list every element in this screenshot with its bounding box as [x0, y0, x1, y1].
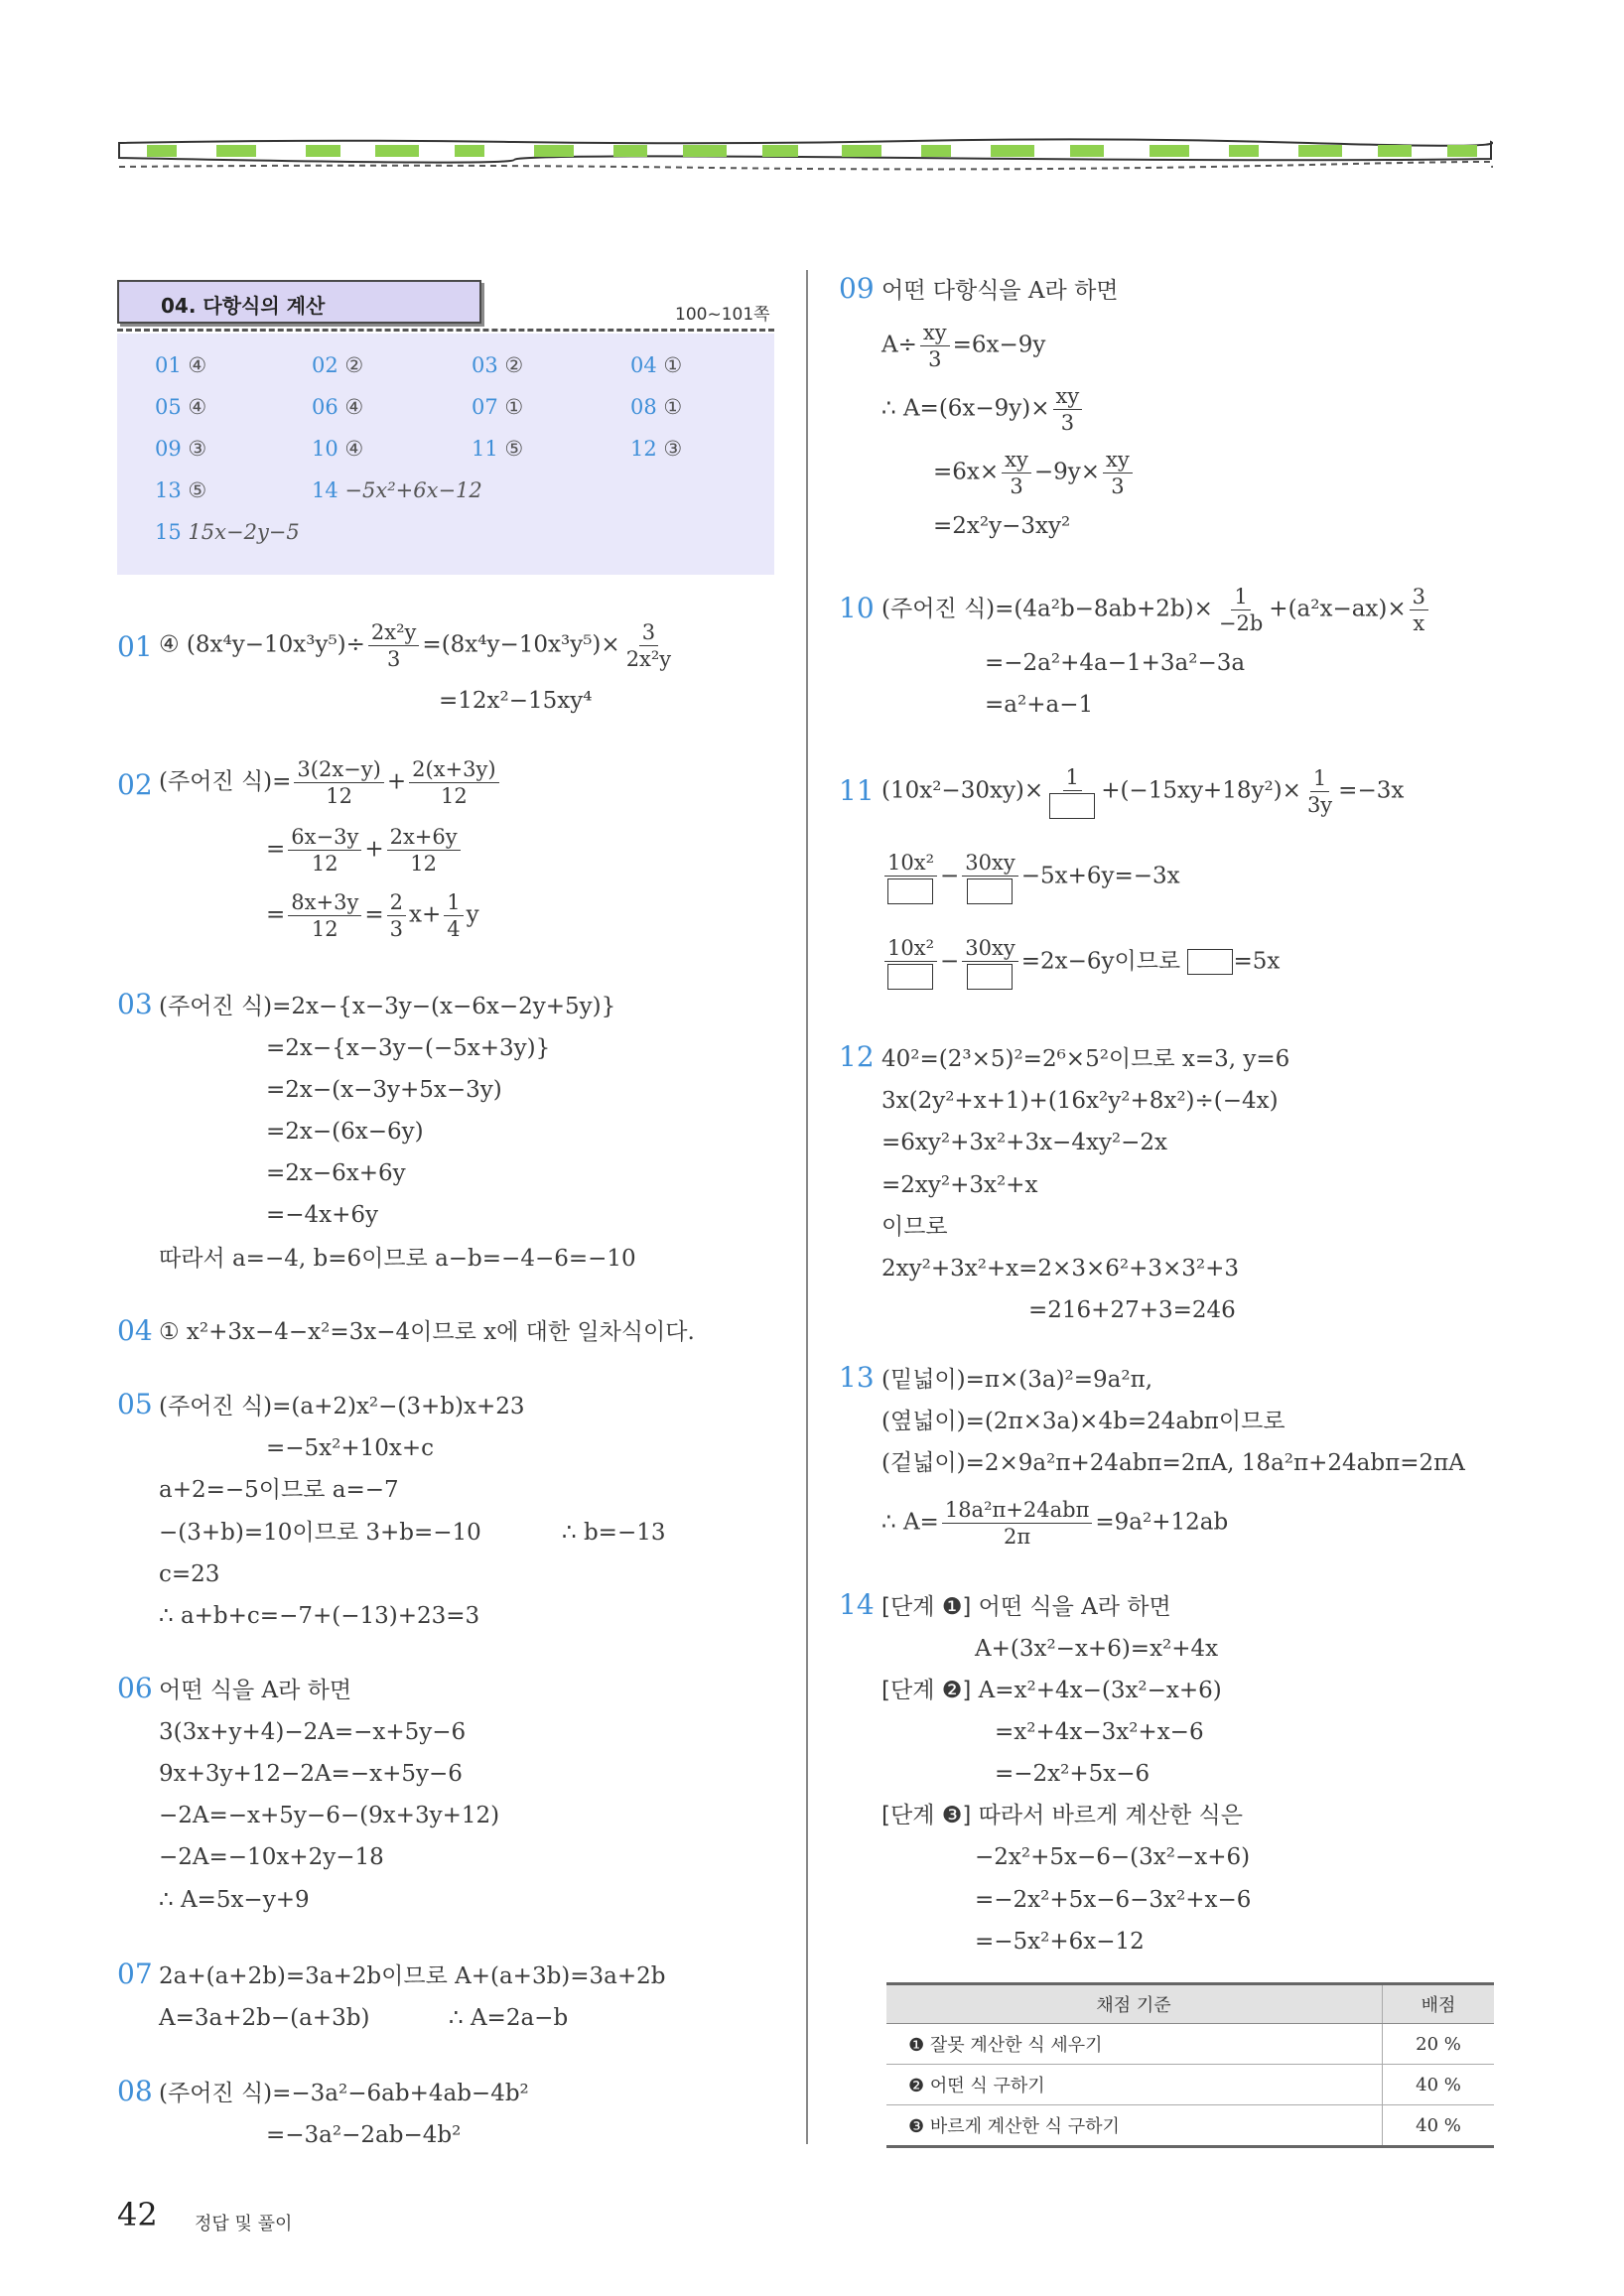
solution-line: 3x(2y²+x+1)+(16x²y²+8x²)÷(−4x) — [881, 1088, 1279, 1114]
table-header: 채점 기준 — [886, 1984, 1383, 2024]
problem-number: 02 — [117, 768, 153, 801]
solution-line: [단계 ❸] 따라서 바르게 계산한 식은 — [881, 1803, 1243, 1828]
scoring-table — [886, 1982, 1494, 2148]
problem-number: 14 — [839, 1588, 875, 1621]
solution-line: =12x²−15xy⁴ — [439, 688, 593, 714]
solution-line: = $\frac{6x-3y}{12}$ + $\frac{2x+6y}{12}$ — [266, 824, 464, 877]
solution-line: ④ (8x⁴y−10x³y⁵)÷ $\frac{\text{2x²y}}{3}$ =(8x⁴y−10x³y⁵)× $\frac{3}{\text{2x²y}}$ — [159, 620, 672, 671]
solution-line: 10x² − 30xy =2x−6y이므로 =5x — [881, 935, 1280, 990]
table-row: ❶ 잘못 계산한 식 세우기 20 % — [886, 2024, 1494, 2065]
answer-item: 12 ③ — [630, 437, 683, 461]
solution-line: 9x+3y+12−2A=−x+5y−6 — [159, 1761, 463, 1787]
answer-item: 02 ② — [312, 353, 364, 377]
solution-line: A÷ $\frac{xy}{3}$ =6x−9y — [881, 321, 1046, 371]
solution-line: ① x²+3x−4−x²=3x−4이므로 x에 대한 일차식이다. — [159, 1319, 695, 1345]
answer-item: 14 −5x²+6x−12 — [312, 478, 482, 502]
answer-item: 07 ① — [472, 395, 524, 419]
solution-line: (주어진 식)=2x−{x−3y−(x−6x−2y+5y)} — [159, 994, 616, 1019]
solution-line: (10x²−30xy)× 1 +(−15xy+18y²)× $\frac{1}{3y}$ =−3x — [881, 765, 1405, 817]
answer-item: 05 ④ — [155, 395, 207, 419]
solution-line: [단계 ❶] 어떤 식을 A라 하면 — [881, 1594, 1171, 1620]
solution-line: =−5x²+6x−12 — [975, 1929, 1145, 1955]
solution-line: =−4x+6y — [266, 1202, 379, 1228]
answer-item: 08 ① — [630, 395, 683, 419]
solution-line: =−5x²+10x+c — [266, 1435, 435, 1461]
solution-line: −2x²+5x−6−(3x²−x+6) — [975, 1844, 1251, 1870]
problem-number: 13 — [839, 1361, 875, 1394]
problem-number: 04 — [117, 1314, 153, 1347]
step-label: [단계 ❷] — [881, 1678, 972, 1703]
solution-line: ∴ A=5x−y+9 — [159, 1887, 310, 1913]
blank-box — [1187, 949, 1233, 975]
answer-item: 10 ④ — [312, 437, 364, 461]
solution-line: =2x−6x+6y — [266, 1160, 406, 1186]
answer-box — [117, 334, 774, 575]
solution-line: −2A=−10x+2y−18 — [159, 1844, 384, 1870]
solution-line: 3(3x+y+4)−2A=−x+5y−6 — [159, 1719, 467, 1745]
footer-text: 정답 및 풀이 — [195, 2214, 293, 2234]
solution-line: ∴ A=2a−b — [449, 2005, 569, 2031]
problem-number: 08 — [117, 2075, 153, 2107]
table-header: 배점 — [1383, 1984, 1495, 2024]
solution-line: (옆넓이)=(2π×3a)×4b=24abπ이므로 — [881, 1409, 1286, 1434]
solution-line: −(3+b)=10이므로 3+b=−10 — [159, 1520, 481, 1546]
solution-line: ∴ A=(6x−9y)× $\frac{xy}{3}$ — [881, 383, 1085, 436]
solution-line: a+2=−5이므로 a=−7 — [159, 1477, 399, 1503]
solution-line: =6xy²+3x²+3x−4xy²−2x — [881, 1130, 1168, 1155]
solution-line: =2x−(6x−6y) — [266, 1119, 424, 1145]
solution-line: =−2x²+5x−6 — [995, 1761, 1150, 1787]
answer-item: 11 ⑤ — [472, 437, 524, 461]
solution-line: c=23 — [159, 1561, 220, 1587]
solution-line: =x²+4x−3x²+x−6 — [995, 1719, 1204, 1745]
answer-item: 15 15x−2y−5 — [155, 520, 300, 544]
solution-line: ∴ A= $\frac{\text{18a²π+24abπ}}{2\pi}$ =9a²+12ab — [881, 1498, 1229, 1549]
solution-line: (주어진 식)= $\frac{3(2x-y)}{12}$ + $\frac{2(x+3y)}{12}$ — [159, 756, 502, 809]
solution-line: 어떤 다항식을 A라 하면 — [881, 278, 1119, 304]
solution-line: 이므로 — [881, 1214, 948, 1240]
solution-line: =2x−{x−3y−(−5x+3y)} — [266, 1035, 551, 1061]
blank-box — [887, 878, 933, 904]
solution-line: 2xy²+3x²+x=2×3×6²+3×3²+3 — [881, 1256, 1240, 1282]
problem-number: 11 — [839, 774, 875, 807]
solution-line: =2xy²+3x²+x — [881, 1172, 1038, 1198]
problem-number: 07 — [117, 1958, 153, 1990]
answer-item: 01 ④ — [155, 353, 207, 377]
problem-number: 12 — [839, 1040, 875, 1073]
solution-line: A+(3x²−x+6)=x²+4x — [975, 1636, 1219, 1662]
solution-line: =216+27+3=246 — [1028, 1297, 1236, 1323]
solution-line: [단계 ❷] A=x²+4x−(3x²−x+6) — [881, 1678, 1222, 1703]
answer-item: 09 ③ — [155, 437, 207, 461]
column-divider — [806, 270, 808, 2144]
solution-line: =6x× $\frac{xy}{3}$ −9y× $\frac{xy}{3}$ — [933, 447, 1136, 499]
solution-line: =−2x²+5x−6−3x²+x−6 — [975, 1887, 1252, 1913]
solution-line: A=3a+2b−(a+3b) — [159, 2005, 370, 2031]
solution-line: (겉넓이)=2×9a²π+24abπ=2πA, 18a²π+24abπ=2πA — [881, 1450, 1465, 1476]
solution-line: =−3a²−2ab−4b² — [266, 2122, 462, 2148]
solution-line: =−2a²+4a−1+3a²−3a — [985, 650, 1246, 676]
solution-line: 어떤 식을 A라 하면 — [159, 1678, 352, 1703]
step-label: [단계 ❶] — [881, 1594, 972, 1620]
solution-line: 따라서 a=−4, b=6이므로 a−b=−4−6=−10 — [159, 1246, 636, 1272]
solution-line: =2x²y−3xy² — [933, 513, 1071, 539]
solution-line: =a²+a−1 — [985, 692, 1094, 718]
step-label: [단계 ❸] — [881, 1803, 972, 1828]
answer-item: 06 ④ — [312, 395, 364, 419]
solution-line: (주어진 식)=(a+2)x²−(3+b)x+23 — [159, 1394, 525, 1419]
problem-number: 01 — [117, 630, 153, 663]
blank-box — [1049, 793, 1095, 819]
problem-number: 09 — [839, 272, 875, 305]
solution-line: −2A=−x+5y−6−(9x+3y+12) — [159, 1803, 500, 1828]
problem-number: 05 — [117, 1388, 153, 1420]
solution-line: 2a+(a+2b)=3a+2b이므로 A+(a+3b)=3a+2b — [159, 1963, 666, 1989]
answer-item: 13 ⑤ — [155, 478, 207, 502]
solution-line: 40²=(2³×5)²=2⁶×5²이므로 x=3, y=6 — [881, 1046, 1290, 1072]
section-title: 04. 다항식의 계산 — [117, 280, 481, 324]
blank-box — [967, 964, 1013, 990]
blank-box — [967, 878, 1013, 904]
decorative-header-bar — [117, 137, 1493, 171]
solution-line: =2x−(x−3y+5x−3y) — [266, 1077, 502, 1103]
table-row: ❸ 바르게 계산한 식 구하기 40 % — [886, 2105, 1494, 2147]
problem-number: 06 — [117, 1672, 153, 1704]
answer-item: 03 ② — [472, 353, 524, 377]
section-pages: 100~101쪽 — [675, 305, 770, 325]
solution-line: (주어진 식)=−3a²−6ab+4ab−4b² — [159, 2081, 529, 2106]
table-row: ❷ 어떤 식 구하기 40 % — [886, 2065, 1494, 2105]
section-divider — [117, 329, 774, 332]
answer-item: 04 ① — [630, 353, 683, 377]
solution-line: 10x² − 30xy −5x+6y=−3x — [881, 850, 1180, 904]
solution-line: ∴ a+b+c=−7+(−13)+23=3 — [159, 1603, 480, 1629]
solution-line: (밑넓이)=π×(3a)²=9a²π, — [881, 1367, 1153, 1393]
page-number: 42 — [117, 2196, 158, 2233]
solution-line: (주어진 식)=(4a²b−8ab+2b)× $\frac{1}{-2b}$ +(a²x−ax)× $\frac{3}{x}$ — [881, 584, 1431, 636]
problem-number: 03 — [117, 988, 153, 1020]
solution-line: ∴ b=−13 — [562, 1520, 666, 1546]
blank-box — [887, 964, 933, 990]
solution-line: = $\frac{8x+3y}{12}$ = $\frac{2}{3}$ x+ $\frac{1}{4}$ y — [266, 890, 479, 941]
problem-number: 10 — [839, 592, 875, 624]
